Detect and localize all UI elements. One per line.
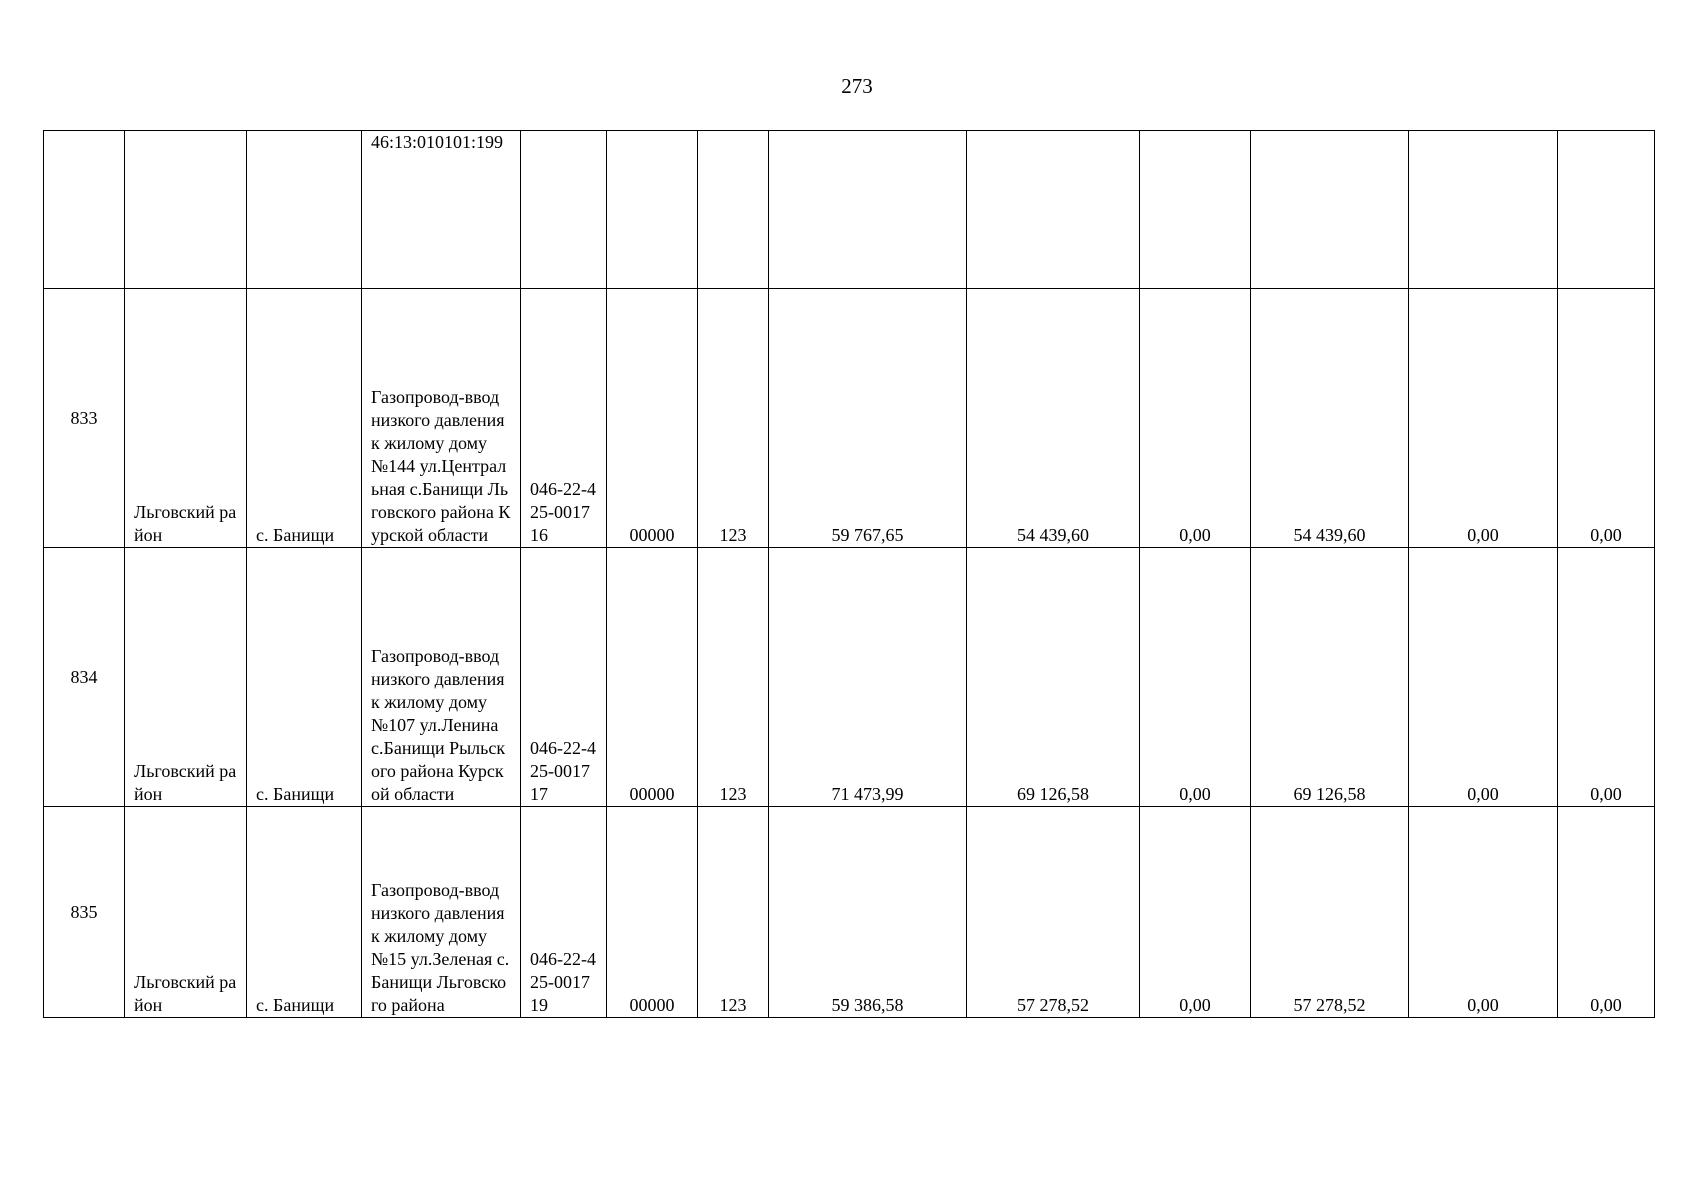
cell-code: 046-22-425-001719 xyxy=(521,807,607,1018)
cell-code: 046-22-425-001717 xyxy=(521,548,607,807)
cell-c12: 0,00 xyxy=(1409,548,1558,807)
cell-locality: с. Банищи xyxy=(247,548,362,807)
cell-c11: 54 439,60 xyxy=(1251,289,1409,548)
table-row xyxy=(44,289,1655,548)
cell-district: Льговский район xyxy=(125,548,247,807)
cell-c6: 00000 xyxy=(607,807,698,1018)
cell-c9: 69 126,58 xyxy=(967,548,1140,807)
cell-c12: 0,00 xyxy=(1409,807,1558,1018)
cell-locality xyxy=(247,131,362,289)
cell-c13 xyxy=(1558,131,1655,289)
cell-c11: 57 278,52 xyxy=(1251,807,1409,1018)
cell-district xyxy=(125,131,247,289)
cell-c6: 00000 xyxy=(607,289,698,548)
cell-c10: 0,00 xyxy=(1140,548,1251,807)
cell-code: 046-22-425-001716 xyxy=(521,289,607,548)
cell-locality: с. Банищи xyxy=(247,807,362,1018)
cell-c7: 123 xyxy=(698,807,769,1018)
cell-code xyxy=(521,131,607,289)
cell-c12: 0,00 xyxy=(1409,289,1558,548)
page-number: 273 xyxy=(841,74,873,98)
cell-cadastral: 46:13:010101:199 xyxy=(362,131,521,289)
cell-c13: 0,00 xyxy=(1558,807,1655,1018)
cell-c12 xyxy=(1409,131,1558,289)
cell-num: 833 xyxy=(44,289,125,548)
cell-num xyxy=(44,131,125,289)
cell-c10: 0,00 xyxy=(1140,807,1251,1018)
cell-c13: 0,00 xyxy=(1558,289,1655,548)
cell-object-name: Газопровод-ввод низкого давления к жилому дому №144 ул.Центральная с.Банищи Льговского района Курской области xyxy=(362,289,521,548)
cell-c7: 123 xyxy=(698,548,769,807)
cell-c8: 59 767,65 xyxy=(769,289,967,548)
cell-locality: с. Банищи xyxy=(247,289,362,548)
cell-c8: 59 386,58 xyxy=(769,807,967,1018)
cell-c6 xyxy=(607,131,698,289)
table-row xyxy=(44,548,1655,807)
registry-table xyxy=(43,130,1655,1018)
cell-c13: 0,00 xyxy=(1558,548,1655,807)
cell-c9: 54 439,60 xyxy=(967,289,1140,548)
cell-c9 xyxy=(967,131,1140,289)
cell-num: 835 xyxy=(44,807,125,1018)
cell-object-name: Газопровод-ввод низкого давления к жилому дому №107 ул.Ленина с.Банищи Рыльского района Курской области xyxy=(362,548,521,807)
cell-c8 xyxy=(769,131,967,289)
cell-num: 834 xyxy=(44,548,125,807)
cell-object-name: Газопровод-ввод низкого давления к жилому дому №15 ул.Зеленая с.Банищи Льговского района xyxy=(362,807,521,1018)
table-row-continuation xyxy=(44,131,1655,289)
cell-district: Льговский район xyxy=(125,807,247,1018)
cell-c7 xyxy=(698,131,769,289)
cell-c9: 57 278,52 xyxy=(967,807,1140,1018)
cell-c7: 123 xyxy=(698,289,769,548)
cell-c11: 69 126,58 xyxy=(1251,548,1409,807)
table-row xyxy=(44,807,1655,1018)
cell-c8: 71 473,99 xyxy=(769,548,967,807)
cell-c6: 00000 xyxy=(607,548,698,807)
cell-c10: 0,00 xyxy=(1140,289,1251,548)
cell-c11 xyxy=(1251,131,1409,289)
cell-c10 xyxy=(1140,131,1251,289)
cell-district: Льговский район xyxy=(125,289,247,548)
